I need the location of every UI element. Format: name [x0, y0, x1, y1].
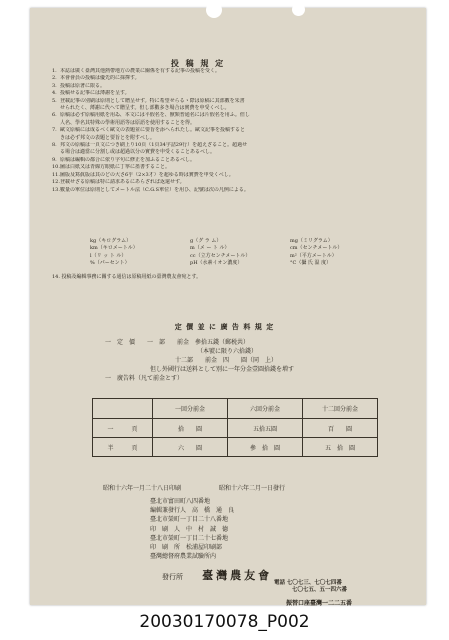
- colophon-line: 印 刷 人 中 村 誠 德: [150, 525, 229, 533]
- table-cell: 百 圓: [303, 419, 378, 438]
- rule-text: 歐文原稿には成るべく歐文の表題並に要旨を添へられたし。歐文記事を投稿すると: [60, 127, 246, 134]
- rule-text: 數量の單位は原則としてメートル法（C.G.S單位）を用ひ、記號は次の凡例による。: [60, 186, 249, 193]
- colophon-line: 臺北市榮町一丁目二十八番地: [150, 516, 229, 524]
- rule-number: 11.: [52, 171, 60, 178]
- rule-number: 8.: [52, 142, 57, 149]
- rule-number: 6.: [52, 112, 57, 119]
- rule-text: 投稿は原著に限る。: [60, 82, 106, 89]
- rule-number: 1.: [52, 68, 57, 74]
- unit-entry: g（グ ラ ム）: [190, 238, 222, 244]
- rule-text: る場合は適當に分割し或は超過以分の實費を申受くることあるべし。: [60, 149, 216, 156]
- unit-entry: %（パーセント）: [90, 260, 130, 267]
- publisher-name: 臺灣農友會: [202, 569, 273, 582]
- phone-line: 電話 七〇七三、七〇七四番: [274, 580, 342, 586]
- rule-text: 邦文の原稿は一頁文につき刷上り10頁（1頁34字詰29行）を超えざること。超過せ: [60, 142, 248, 149]
- price-line: （本號に限り六拾錢）: [197, 348, 258, 355]
- rule-text: 投稿及編輯事務に關する通信は原稿用紙の臺灣農友會宛とす。: [61, 274, 202, 280]
- rule-item: [52, 112, 416, 127]
- table-row: [93, 438, 378, 457]
- rule-number: 10.: [52, 164, 60, 171]
- publisher: [162, 564, 272, 583]
- table-row: [93, 419, 378, 438]
- phone-numbers: [274, 580, 347, 594]
- colophon-line: 印 刷 所 松浦屋印刷部: [150, 544, 223, 552]
- table-header: 六回分前金: [228, 399, 303, 419]
- rule-text: 投稿せる記事には薄謝を呈す。: [60, 90, 130, 97]
- price-line: 一 廣告料（凡て前金とす）: [105, 375, 184, 382]
- submission-rules-title: 投 稿 規 定: [170, 58, 226, 68]
- unit-entry: pH（水素イオン濃度）: [190, 260, 243, 267]
- unit-row: [90, 238, 390, 245]
- phone-line: 七〇七五、五一四六番: [292, 587, 348, 593]
- transfer-account: 振替口座臺灣一二二五番: [286, 600, 353, 607]
- rule-text: 原稿は編輯の都合に依り字句に修正を加ふることあるべし。: [60, 156, 196, 163]
- table-header: [93, 399, 153, 419]
- unit-entry: l（リ ッ ト ル）: [90, 252, 127, 259]
- issued-date: 昭和十六年二月一日發行: [218, 485, 285, 492]
- image-caption: 20030170078_P002: [139, 612, 310, 632]
- rule-text: せられたく、薄謝に代へて贈呈す。但し部數多き場合は實費を申受くべし。: [60, 105, 230, 112]
- rule-item: [52, 142, 416, 157]
- unit-entry: cm（センチメートル）: [290, 245, 343, 252]
- rule-number: 9.: [52, 156, 57, 163]
- rule-text: 圖版及寫眞版は其のどの大さ6乎（2×3才）を超ゆる時は實費を申受くべし。: [60, 171, 234, 178]
- price-block: [105, 338, 294, 383]
- rule-number: 14.: [52, 274, 60, 280]
- table-cell: 六 圓: [153, 438, 228, 457]
- rule-item: [52, 127, 416, 142]
- price-line: 一 定 價 一 部 前金 參拾五錢（郵税共）: [105, 339, 250, 346]
- unit-entry: m（メ ー ト ル）: [190, 245, 230, 252]
- submission-rules-list: [52, 68, 416, 194]
- rule-item: [52, 172, 416, 179]
- rule-text: 原稿は必ず原稿用紙を用ゐ、本文には平假名を、獸類普通名には片假名を用ふ。但し: [60, 112, 250, 119]
- rule-text: きは必ず邦文の表題と要旨とを附すべし。: [60, 134, 155, 141]
- unit-entry: km（キロメートル）: [90, 245, 138, 252]
- rule-item: [52, 157, 416, 164]
- unit-entry: kg（キログラム）: [90, 238, 132, 244]
- price-line: 十二部 前金 四 圓（同 上）: [175, 357, 278, 364]
- rule-item: [52, 164, 416, 171]
- table-header: 十二回分前金: [303, 399, 378, 419]
- price-line: 但し外國行は送料として別に一年分金壹圓拾錢を増す: [150, 366, 295, 373]
- rule-text: 登載記事の別刷は原則として贈呈せず。特に希望せらるゝ際は原稿に其部數を朱書: [60, 97, 245, 104]
- rule-number: 7.: [52, 127, 57, 134]
- colophon: [150, 497, 234, 561]
- rule-text: 人名、學名其特殊の學術用語等は原語を使用することを得。: [60, 119, 196, 126]
- rule-item: [52, 273, 201, 280]
- publisher-label: 發行所: [162, 573, 183, 581]
- table-cell: 拾 圓: [153, 419, 228, 438]
- publication-dates: [103, 483, 321, 492]
- rule-text: 本誌は廣く臺灣其他熱帶地方の農業に關係を有する記事の投稿を受く。: [60, 68, 220, 74]
- unit-entry: cc（立方センチメートル）: [190, 252, 251, 259]
- rule-item: [52, 75, 416, 82]
- table-cell: 五 拾 圓: [303, 438, 378, 457]
- rule-text: 登載せざる原稿は特に請求あるにあらざれば返還せず。: [60, 179, 185, 186]
- rule-number: 3.: [52, 82, 57, 89]
- unit-row: [90, 260, 390, 267]
- printed-date: 昭和十六年一月二十八日印刷: [103, 485, 182, 492]
- table-header: 一回分前金: [153, 399, 228, 419]
- rule-text: 圖は白紙又は青線方眼紙に丁寧に墨書すること。: [60, 164, 171, 171]
- unit-entry: °C（攝 氏 温 度）: [290, 260, 332, 267]
- rule-number: 4.: [52, 90, 57, 97]
- paper-hole: [292, 3, 305, 16]
- unit-row: [90, 245, 390, 252]
- table-cell: 半 頁: [93, 438, 153, 457]
- colophon-line: 編輯兼發行人 高 橋 通 良: [150, 507, 235, 515]
- rule-number: 5.: [52, 97, 57, 104]
- table-cell: 參 拾 圓: [228, 438, 303, 457]
- unit-entry: mg（ミリグラム）: [290, 238, 333, 244]
- rule-item: [52, 68, 416, 75]
- rule-number: 2.: [52, 75, 57, 82]
- rule-item: [52, 83, 416, 90]
- rule-text: 本會會員の投稿は優先的に採擇す。: [60, 75, 140, 82]
- price-rules-title: 定 價 並 に 廣 告 料 規 定: [174, 322, 275, 331]
- colophon-line: 臺灣總督府農業試驗所内: [150, 553, 217, 561]
- ad-rate-table: [92, 398, 378, 457]
- table-cell: 一 頁: [93, 419, 153, 438]
- unit-legend: [90, 238, 390, 268]
- paper-hole: [206, 2, 222, 18]
- rule-item: [52, 98, 416, 113]
- rule-item: [52, 187, 416, 194]
- colophon-line: 臺北市富田町八四番地: [150, 498, 211, 505]
- rule-item: [52, 90, 416, 97]
- unit-entry: m²（平方メートル）: [290, 252, 337, 259]
- table-header-row: [93, 399, 378, 419]
- rule-item: [52, 179, 416, 186]
- colophon-line: 臺北市榮町一丁目二十七番地: [150, 534, 229, 542]
- rule-number: 12.: [52, 179, 60, 186]
- table-cell: 五拾五圓: [228, 419, 303, 438]
- rule-number: 13.: [52, 186, 60, 193]
